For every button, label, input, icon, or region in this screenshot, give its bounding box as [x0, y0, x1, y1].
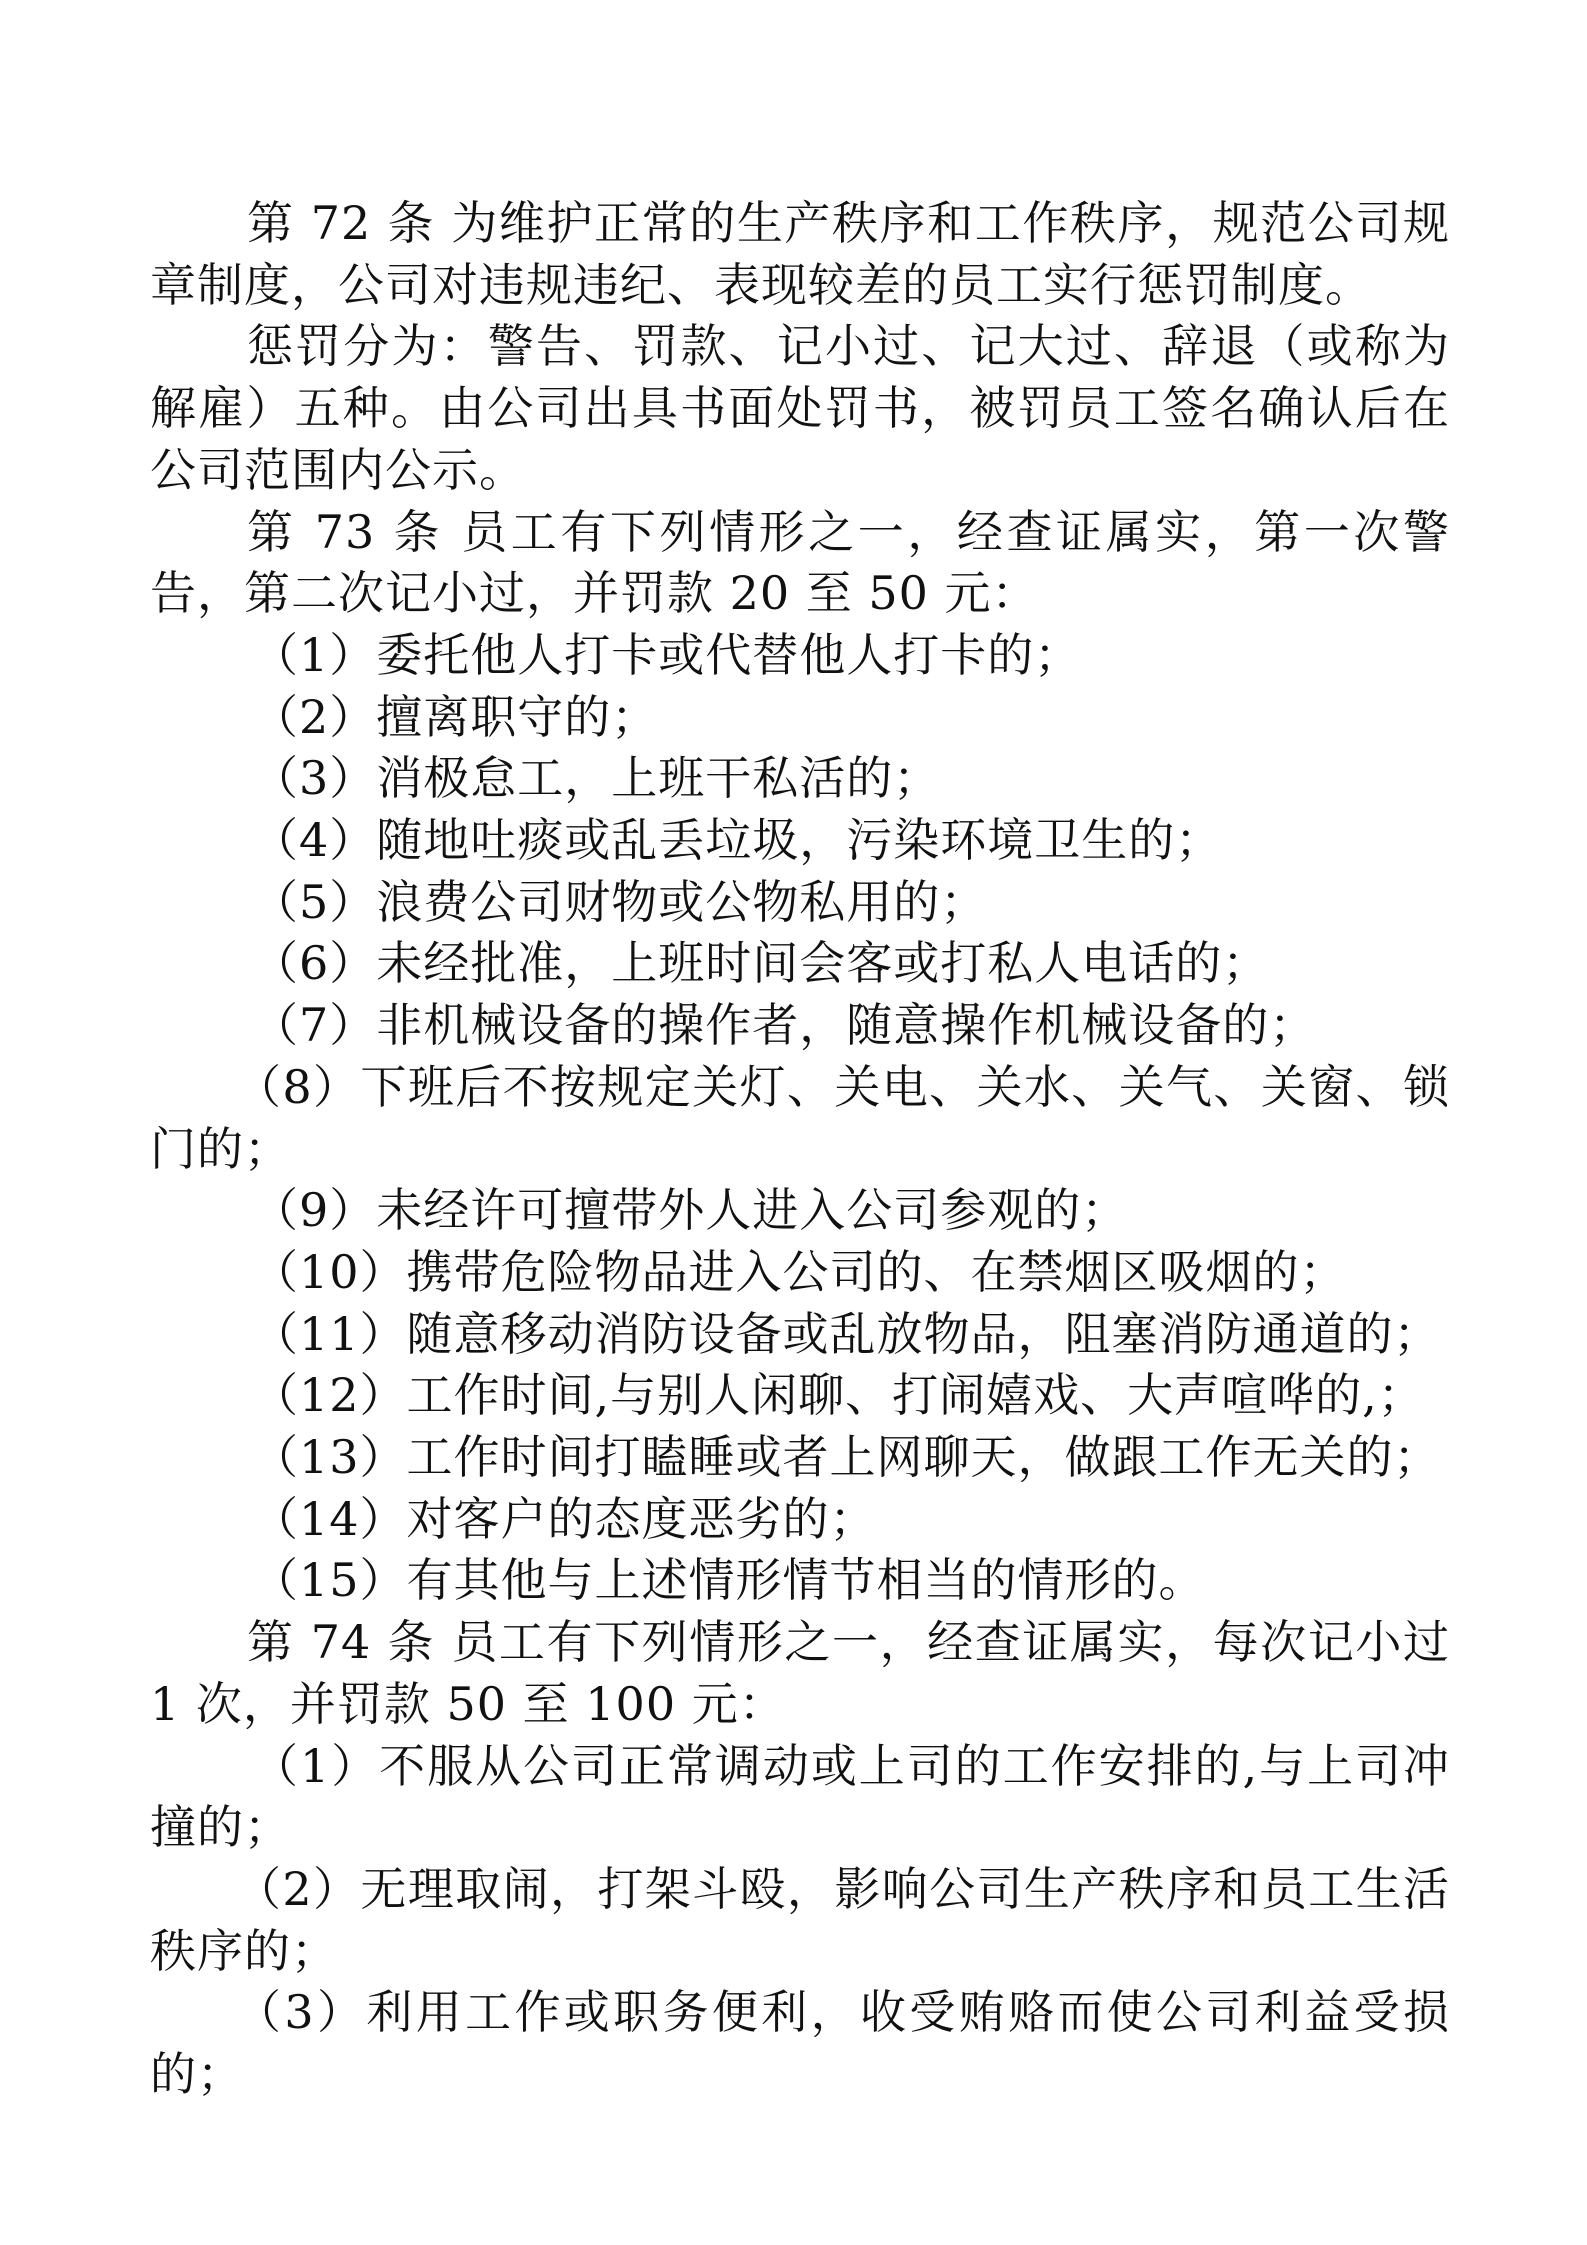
article-73-item-13: （13）工作时间打瞌睡或者上网聊天，做跟工作无关的；	[252, 1430, 1441, 1485]
article-73-item-2: （2）擅离职守的；	[252, 689, 659, 744]
article-73-item-8: （8）下班后不按规定关灯、关电、关水、关气、关窗、锁门的；	[150, 1059, 1450, 1176]
penalty-types-paragraph: 惩罚分为：警告、罚款、记小过、记大过、辞退（或称为解雇）五种。由公司出具书面处罚书，被罚员工签名确认后在公司范围内公示。	[150, 319, 1450, 497]
article-73-item-5: （5）浪费公司财物或公物私用的；	[252, 874, 988, 929]
article-73-item-7: （7）非机械设备的操作者，随意操作机械设备的；	[252, 998, 1317, 1053]
article-73-item-4: （4）随地吐痰或乱丢垃圾，污染环境卫生的；	[252, 813, 1223, 868]
document-body	[150, 193, 1450, 2106]
article-73-paragraph: 第 73 条 员工有下列情形之一，经查证属实，第一次警告，第二次记小过，并罚款 20 至 50 元：	[150, 504, 1450, 621]
article-73-item-15: （15）有其他与上述情形情节相当的情形的。	[252, 1553, 1206, 1608]
article-74-item-3: （3）利用工作或职务便利，收受贿赂而使公司利益受损的；	[150, 1985, 1450, 2102]
article-73-item-14: （14）对客户的态度恶劣的；	[252, 1491, 877, 1546]
article-73-item-6: （6）未经批准，上班时间会客或打私人电话的；	[252, 936, 1270, 991]
article-73-item-11: （11）随意移动消防设备或乱放物品，阻塞消防通道的；	[252, 1306, 1441, 1361]
article-73-item-1: （1）委托他人打卡或代替他人打卡的；	[252, 627, 1082, 682]
article-73-item-10: （10）携带危险物品进入公司的、在禁烟区吸烟的；	[252, 1244, 1347, 1299]
article-74-item-1: （1）不服从公司正常调动或上司的工作安排的,与上司冲撞的；	[150, 1738, 1450, 1855]
article-73-item-9: （9）未经许可擅带外人进入公司参观的；	[252, 1183, 1129, 1238]
article-73-item-12: （12）工作时间,与别人闲聊、打闹嬉戏、大声喧哗的,；	[252, 1368, 1425, 1423]
article-72-paragraph: 第 72 条 为维护正常的生产秩序和工作秩序，规范公司规章制度，公司对违规违纪、表现较差的员工实行惩罚制度。	[150, 196, 1450, 312]
article-73-item-3: （3）消极怠工，上班干私活的；	[252, 751, 941, 806]
article-74-paragraph: 第 74 条 员工有下列情形之一，经查证属实，每次记小过 1 次，并罚款 50 至 100 元：	[150, 1615, 1450, 1731]
article-74-item-2: （2）无理取闹，打架斗殴，影响公司生产秩序和员工生活秩序的；	[150, 1861, 1450, 1978]
